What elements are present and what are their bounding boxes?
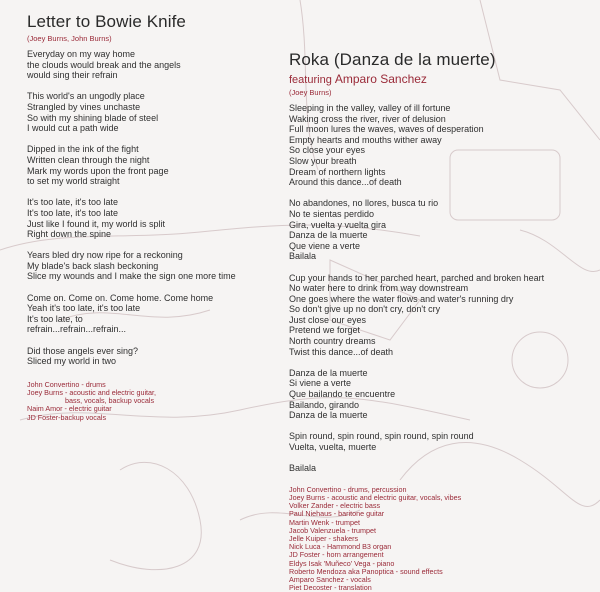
personnel-line: Joey Burns - acoustic and electric guitar, vocals, vibes — [289, 492, 462, 502]
lyric-line: Slow your breath — [289, 155, 357, 166]
lyric-line: Spin round, spin round, spin round, spin round — [289, 431, 474, 442]
lyric-line: Yeah it's too late, it's too late — [27, 303, 141, 314]
lyric-line: Right down the spine — [27, 229, 112, 240]
lyric-line: the clouds would break and the angels — [27, 59, 181, 70]
right-song-column — [289, 50, 594, 592]
lyric-line: Around this dance...of death — [289, 177, 402, 188]
lyric-line: I would cut a path wide — [27, 123, 119, 134]
lyrics-stanza — [289, 431, 594, 452]
lyric-line: Dipped in the ink of the fight — [27, 144, 139, 155]
lyric-line: Danza de la muerte — [289, 367, 368, 378]
lyric-line: It's too late, to — [27, 313, 83, 324]
lyric-line: North country dreams — [289, 336, 376, 347]
lyrics-block — [289, 103, 594, 474]
lyric-line: Gira, vuelta y vuelta gira — [289, 219, 387, 230]
lyric-line: Cup your hands to her parched heart, parched and broken heart — [289, 272, 545, 283]
lyric-line: This world's an ungodly place — [27, 91, 145, 102]
lyrics-stanza — [289, 103, 594, 188]
lyric-line: Bailala — [289, 463, 317, 474]
lyrics-stanza — [27, 144, 287, 186]
lyrics-block — [27, 49, 287, 367]
lyric-line: Bailala — [289, 251, 317, 262]
song-title: Letter to Bowie Knife — [27, 12, 186, 31]
lyrics-stanza — [289, 273, 594, 358]
lyric-line: One goes where the water flows and water's running dry — [289, 293, 514, 304]
personnel-line: Volker Zander - electric bass — [289, 501, 381, 511]
personnel-line: Amparo Sanchez - vocals — [289, 575, 371, 585]
personnel-line: Piet Decoster - translation — [289, 583, 372, 592]
lyrics-stanza — [27, 293, 287, 335]
lyric-line: Did those angels ever sing? — [27, 345, 139, 356]
featuring-credit — [289, 72, 594, 86]
lyric-line: No abandones, no llores, busca tu rio — [289, 198, 439, 209]
lyric-line: It's too late, it's too late — [27, 197, 118, 208]
lyric-line: My blade's back slash beckoning — [27, 260, 159, 271]
lyric-line: Sliced my world in two — [27, 356, 117, 367]
personnel-line: Joey Burns - acoustic and electric guitar, — [27, 388, 157, 398]
featuring-prefix: featuring — [289, 74, 332, 86]
lyric-line: Just like I found it, my world is split — [27, 218, 166, 229]
lyric-line: Just close our eyes — [289, 314, 367, 325]
personnel-line: Jelle Kuiper - shakers — [289, 534, 359, 543]
songwriter-credit: (Joey Burns) — [289, 88, 332, 97]
lyric-line: Strangled by vines unchaste — [27, 101, 141, 112]
personnel-line: John Convertino - drums, percussion — [289, 484, 407, 494]
personnel-line: Martin Wenk - trumpet — [289, 517, 360, 527]
lyric-line: Danza de la muerte — [289, 230, 368, 241]
left-song-column — [27, 12, 287, 422]
lyrics-stanza — [289, 368, 594, 421]
personnel-line: Roberto Mendoza aka Panoptica - sound effects — [289, 566, 443, 576]
personnel-credits — [289, 486, 594, 592]
lyrics-stanza — [27, 197, 287, 239]
personnel-line: bass, vocals, backup vocals — [65, 396, 155, 406]
lyric-line: Si viene a verte — [289, 378, 352, 389]
lyric-line: Dream of northern lights — [289, 166, 386, 177]
personnel-line: John Convertino - drums — [27, 379, 106, 389]
lyric-line: Slice my wounds and I make the sign one more time — [27, 271, 236, 282]
featuring-artist: Amparo Sanchez — [334, 72, 427, 86]
lyrics-stanza — [289, 463, 594, 474]
lyric-line: would sing their refrain — [27, 70, 118, 81]
lyric-line: Waking cross the river, river of delusion — [289, 113, 446, 124]
lyric-line: Pretend we forget — [289, 325, 361, 336]
lyrics-stanza — [27, 91, 287, 133]
personnel-line: Paul Niehaus - baritone guitar — [289, 509, 385, 519]
lyric-line: Twist this dance...of death — [289, 346, 394, 357]
lyric-line: Everyday on my way home — [27, 49, 136, 59]
lyric-line: Vuelta, vuelta, muerte — [289, 442, 377, 452]
lyric-line: Sleeping in the valley, valley of ill fortune — [289, 103, 451, 113]
lyric-line: Come on. Come on. Come home. Come home — [27, 292, 214, 303]
lyric-line: refrain...refrain...refrain... — [27, 324, 127, 335]
lyric-line: Bailando, girando — [289, 399, 360, 410]
lyrics-stanza — [27, 49, 287, 81]
lyric-line: Written clean through the night — [27, 154, 150, 165]
personnel-line: Nick Luca - Hammond B3 organ — [289, 542, 392, 552]
personnel-line: Eldys Isak 'Muñeco' Vega - piano — [289, 558, 395, 568]
lyric-line: Que bailando te encuentre — [289, 389, 396, 400]
lyric-line: So don't give up no don't cry, don't cry — [289, 304, 441, 315]
songwriter-credit: (Joey Burns, John Burns) — [27, 34, 112, 43]
lyric-line: No water here to drink from way downstream — [289, 283, 469, 294]
lyric-line: Danza de la muerte — [289, 410, 368, 421]
lyrics-stanza — [27, 346, 287, 367]
lyric-line: Que viene a verte — [289, 240, 361, 251]
song-title: Roka (Danza de la muerte) — [289, 50, 496, 69]
lyric-line: Mark my words upon the front page — [27, 165, 169, 176]
personnel-line: JD Foster-backup vocals — [27, 412, 107, 422]
lyric-line: to set my world straight — [27, 176, 120, 187]
lyric-line: So with my shining blade of steel — [27, 112, 159, 123]
lyric-line: Years bled dry now ripe for a reckoning — [27, 250, 183, 261]
lyrics-stanza — [27, 250, 287, 282]
lyric-line: Empty hearts and mouths wither away — [289, 134, 442, 145]
personnel-line: Jacob Valenzuela - trumpet — [289, 525, 376, 535]
personnel-line: Naim Amor - electric guitar — [27, 404, 112, 414]
personnel-line: JD Foster - horn arrangement — [289, 550, 384, 560]
lyric-line: So close your eyes — [289, 145, 366, 156]
lyric-line: It's too late, it's too late — [27, 207, 118, 218]
lyrics-stanza — [289, 198, 594, 262]
personnel-credits — [27, 381, 287, 422]
lyric-line: No te sientas perdido — [289, 208, 375, 219]
lyric-line: Full moon lures the waves, waves of desperation — [289, 124, 484, 135]
